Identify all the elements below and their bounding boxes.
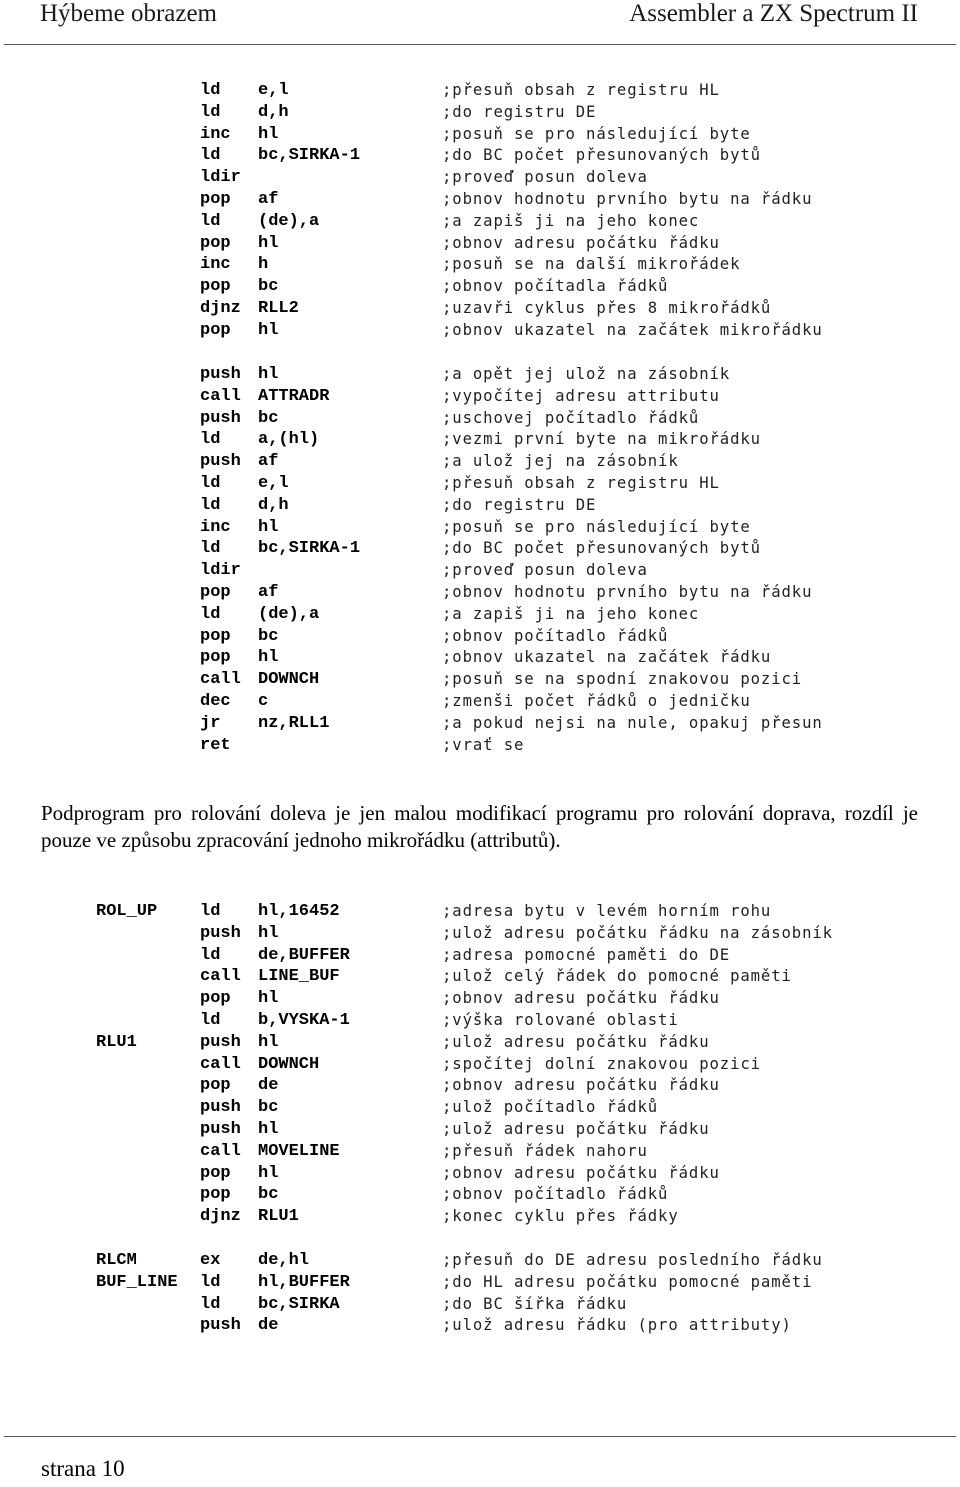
code-operand: (de),a xyxy=(258,211,320,231)
code-mnemonic: call xyxy=(200,967,241,987)
header-title-right: Assembler a ZX Spectrum II xyxy=(629,0,918,27)
code-comment: ;obnov počítadla řádků xyxy=(442,277,669,296)
code-comment: ;vezmi první byte na mikrořádku xyxy=(442,430,761,449)
code-mnemonic: inc xyxy=(200,124,231,144)
code-comment: ;obnov počítadlo řádků xyxy=(442,626,669,645)
code-operand: hl xyxy=(258,648,279,668)
code-mnemonic: pop xyxy=(200,1185,231,1205)
code-mnemonic: call xyxy=(200,1141,241,1161)
page-number: strana 10 xyxy=(41,1456,125,1481)
code-mnemonic: ld xyxy=(200,1272,221,1292)
code-line xyxy=(0,966,960,988)
code-mnemonic: djnz xyxy=(200,1207,241,1227)
code-line xyxy=(0,517,960,539)
code-comment: ;přesuň do DE adresu posledního řádku xyxy=(442,1251,823,1269)
code-line xyxy=(0,538,960,560)
code-mnemonic: ld xyxy=(200,102,221,122)
code-comment: ;proveď posun doleva xyxy=(442,561,648,580)
code-mnemonic: pop xyxy=(200,277,231,297)
code-line xyxy=(0,669,960,691)
code-mnemonic: pop xyxy=(200,1076,231,1096)
code-mnemonic: ldir xyxy=(200,168,241,188)
code-comment: ;posuň se na spodní znakovou pozici xyxy=(442,670,803,689)
code-comment: ;ulož adresu počátku řádku na zásobník xyxy=(442,923,833,942)
code-comment: ;do registru DE xyxy=(442,102,597,121)
code-line xyxy=(0,276,960,298)
code-comment: ;vrať se xyxy=(442,735,525,754)
code-mnemonic: dec xyxy=(200,691,231,711)
code-operand: ATTRADR xyxy=(258,386,330,406)
code-mnemonic: inc xyxy=(200,517,231,537)
code-comment: ;přesuň obsah z registru HL xyxy=(442,473,720,492)
code-line xyxy=(0,80,960,102)
code-operand: af xyxy=(258,189,279,209)
code-operand: b,VYSKA-1 xyxy=(258,1010,350,1030)
code-line xyxy=(0,102,960,124)
code-mnemonic: ld xyxy=(200,902,221,921)
code-label: RLU1 xyxy=(96,1032,137,1052)
code-line xyxy=(0,713,960,735)
code-operand: nz,RLL1 xyxy=(258,713,330,733)
code-mnemonic: ld xyxy=(200,945,221,965)
code-comment: ;posuň se pro následující byte xyxy=(442,124,751,143)
code-line xyxy=(0,626,960,648)
code-line xyxy=(0,560,960,582)
code-mnemonic: pop xyxy=(200,626,231,646)
code-line xyxy=(0,298,960,320)
code-mnemonic: push xyxy=(200,452,241,472)
code-line xyxy=(0,386,960,408)
code-line xyxy=(0,254,960,276)
code-comment: ;ulož celý řádek do pomocné paměti xyxy=(442,967,792,986)
code-mnemonic: ld xyxy=(200,473,221,493)
code-operand: RLU1 xyxy=(258,1207,299,1227)
code-mnemonic: pop xyxy=(200,233,231,253)
code-operand: de xyxy=(258,1316,279,1336)
code-line xyxy=(0,945,960,967)
code-line xyxy=(0,495,960,517)
page-header xyxy=(0,0,960,46)
code-line xyxy=(0,604,960,626)
code-line xyxy=(0,364,960,386)
code-mnemonic: push xyxy=(200,1032,241,1052)
code-comment: ;a opět jej ulož na zásobník xyxy=(442,365,731,383)
code-operand: LINE_BUF xyxy=(258,967,340,987)
code-operand: hl,BUFFER xyxy=(258,1272,350,1292)
code-line xyxy=(0,124,960,146)
header-title-left: Hýbeme obrazem xyxy=(40,0,218,27)
code-operand: bc,SIRKA-1 xyxy=(258,539,361,559)
code-operand: bc xyxy=(258,626,279,646)
code-line xyxy=(0,1032,960,1054)
code-line xyxy=(0,1119,960,1141)
code-comment: ;výška rolované oblasti xyxy=(442,1010,679,1029)
code-comment: ;do registru DE xyxy=(442,495,597,514)
code-operand: c xyxy=(258,691,269,711)
code-comment: ;obnov adresu počátku řádku xyxy=(442,1076,720,1095)
code-comment: ;ulož adresu řádku (pro attributy) xyxy=(442,1316,792,1335)
code-line xyxy=(0,647,960,669)
code-mnemonic: push xyxy=(200,408,241,428)
code-operand: RLL2 xyxy=(258,298,299,318)
code-operand: MOVELINE xyxy=(258,1141,340,1161)
code-mnemonic: jr xyxy=(200,713,221,733)
code-operand: bc xyxy=(258,1185,279,1205)
code-line xyxy=(0,1075,960,1097)
code-line xyxy=(0,408,960,430)
body-paragraph: Podprogram pro rolování doleva je jen malou modifikací programu pro rolování doprava, rozdíl je pouze ve způsobu zpracování jednoho mikrořádku (attributů). xyxy=(41,801,918,852)
code-operand: e,l xyxy=(258,473,289,493)
code-operand: hl xyxy=(258,233,279,253)
code-comment: ;obnov ukazatel na začátek řádku xyxy=(442,648,772,667)
code-mnemonic: pop xyxy=(200,189,231,209)
code-operand: hl xyxy=(258,320,279,340)
code-operand: (de),a xyxy=(258,604,320,624)
code-line xyxy=(0,429,960,451)
code-line xyxy=(0,901,960,923)
code-line xyxy=(0,1294,960,1316)
code-comment: ;obnov ukazatel na začátek mikrořádku xyxy=(442,320,823,339)
code-mnemonic: ldir xyxy=(200,561,241,581)
code-operand: hl xyxy=(258,365,279,384)
code-mnemonic: ld xyxy=(200,495,221,515)
code-operand: hl xyxy=(258,1032,279,1052)
code-comment: ;do BC počet přesunovaných bytů xyxy=(442,146,761,165)
code-comment: ;spočítej dolní znakovou pozici xyxy=(442,1054,761,1073)
code-comment: ;do BC počet přesunovaných bytů xyxy=(442,539,761,558)
footer-rule xyxy=(4,1436,956,1437)
header-rule xyxy=(4,44,956,45)
code-mnemonic: ld xyxy=(200,1010,221,1030)
code-line xyxy=(0,167,960,189)
code-mnemonic: pop xyxy=(200,989,231,1009)
code-comment: ;a ulož jej na zásobník xyxy=(442,452,679,471)
code-mnemonic: pop xyxy=(200,582,231,602)
code-comment: ;adresa bytu v levém horním rohu xyxy=(442,902,772,920)
code-operand: bc,SIRKA-1 xyxy=(258,146,361,166)
code-mnemonic: push xyxy=(200,1316,241,1336)
code-mnemonic: pop xyxy=(200,1163,231,1183)
code-mnemonic: call xyxy=(200,386,241,406)
code-comment: ;do BC šířka řádku xyxy=(442,1294,628,1313)
code-mnemonic: ld xyxy=(200,81,221,100)
code-operand: DOWNCH xyxy=(258,1054,320,1074)
code-comment: ;obnov hodnotu prvního bytu na řádku xyxy=(442,582,813,601)
code-comment: ;proveď posun doleva xyxy=(442,168,648,187)
code-operand: bc,SIRKA xyxy=(258,1294,340,1314)
code-block-3 xyxy=(0,901,960,1228)
code-comment: ;přesuň obsah z registru HL xyxy=(442,81,720,99)
code-operand: a,(hl) xyxy=(258,430,320,450)
code-operand: hl xyxy=(258,1119,279,1139)
code-mnemonic: push xyxy=(200,923,241,943)
code-comment: ;obnov počítadlo řádků xyxy=(442,1185,669,1204)
code-operand: h xyxy=(258,255,269,275)
code-operand: de,hl xyxy=(258,1251,310,1270)
code-line xyxy=(0,233,960,255)
code-operand: af xyxy=(258,582,279,602)
code-comment: ;a zapiš ji na jeho konec xyxy=(442,211,700,230)
code-label: ROL_UP xyxy=(96,902,158,921)
code-line xyxy=(0,1272,960,1294)
code-comment: ;přesuň řádek nahoru xyxy=(442,1141,648,1160)
code-operand: hl xyxy=(258,1163,279,1183)
code-operand: af xyxy=(258,452,279,472)
code-mnemonic: ret xyxy=(200,735,231,755)
code-mnemonic: ld xyxy=(200,211,221,231)
code-line xyxy=(0,923,960,945)
code-operand: hl xyxy=(258,124,279,144)
code-mnemonic: ld xyxy=(200,1294,221,1314)
code-mnemonic: ld xyxy=(200,539,221,559)
code-label: BUF_LINE xyxy=(96,1272,178,1292)
code-operand: hl xyxy=(258,989,279,1009)
code-line xyxy=(0,189,960,211)
code-comment: ;a zapiš ji na jeho konec xyxy=(442,604,700,623)
code-comment: ;a pokud nejsi na nule, opakuj přesun xyxy=(442,713,823,732)
code-operand: bc xyxy=(258,1098,279,1118)
code-line xyxy=(0,1315,960,1337)
code-operand: d,h xyxy=(258,495,289,515)
code-line xyxy=(0,582,960,604)
code-line xyxy=(0,735,960,757)
code-line xyxy=(0,1250,960,1272)
code-label: RLCM xyxy=(96,1251,137,1270)
code-operand: de,BUFFER xyxy=(258,945,350,965)
code-comment: ;adresa pomocné paměti do DE xyxy=(442,945,731,964)
code-comment: ;vypočítej adresu attributu xyxy=(442,386,720,405)
code-comment: ;ulož adresu počátku řádku xyxy=(442,1032,710,1051)
code-comment: ;konec cyklu přes řádky xyxy=(442,1207,679,1226)
code-mnemonic: ld xyxy=(200,146,221,166)
code-operand: hl xyxy=(258,923,279,943)
code-operand: hl,16452 xyxy=(258,902,340,921)
code-line xyxy=(0,1054,960,1076)
code-comment: ;uschovej počítadlo řádků xyxy=(442,408,700,427)
code-mnemonic: inc xyxy=(200,255,231,275)
code-line xyxy=(0,1010,960,1032)
code-line xyxy=(0,320,960,342)
code-comment: ;do HL adresu počátku pomocné paměti xyxy=(442,1272,813,1291)
code-line xyxy=(0,145,960,167)
code-operand: bc xyxy=(258,277,279,297)
code-comment: ;obnov adresu počátku řádku xyxy=(442,1163,720,1182)
code-block-4 xyxy=(0,1250,960,1337)
code-comment: ;ulož počítadlo řádků xyxy=(442,1098,659,1117)
code-comment: ;ulož adresu počátku řádku xyxy=(442,1119,710,1138)
code-line xyxy=(0,1097,960,1119)
code-line xyxy=(0,473,960,495)
code-line xyxy=(0,1141,960,1163)
code-mnemonic: call xyxy=(200,670,241,690)
code-operand: d,h xyxy=(258,102,289,122)
code-mnemonic: djnz xyxy=(200,298,241,318)
code-comment: ;posuň se pro následující byte xyxy=(442,517,751,536)
code-block-1 xyxy=(0,80,960,342)
code-line xyxy=(0,1184,960,1206)
code-mnemonic: ld xyxy=(200,430,221,450)
code-comment: ;obnov adresu počátku řádku xyxy=(442,989,720,1008)
code-comment: ;uzavři cyklus přes 8 mikrořádků xyxy=(442,298,772,317)
code-operand: e,l xyxy=(258,81,289,100)
code-comment: ;zmenši počet řádků o jedničku xyxy=(442,691,751,710)
code-line xyxy=(0,1163,960,1185)
code-mnemonic: pop xyxy=(200,648,231,668)
code-mnemonic: push xyxy=(200,1119,241,1139)
code-operand: hl xyxy=(258,517,279,537)
code-operand: DOWNCH xyxy=(258,670,320,690)
code-line xyxy=(0,451,960,473)
code-comment: ;obnov hodnotu prvního bytu na řádku xyxy=(442,189,813,208)
code-block-2 xyxy=(0,364,960,756)
code-mnemonic: call xyxy=(200,1054,241,1074)
code-line xyxy=(0,1206,960,1228)
code-mnemonic: pop xyxy=(200,320,231,340)
code-operand: de xyxy=(258,1076,279,1096)
code-comment: ;obnov adresu počátku řádku xyxy=(442,233,720,252)
code-mnemonic: ex xyxy=(200,1251,221,1270)
code-mnemonic: push xyxy=(200,1098,241,1118)
code-mnemonic: ld xyxy=(200,604,221,624)
code-line xyxy=(0,691,960,713)
code-line xyxy=(0,211,960,233)
code-mnemonic: push xyxy=(200,365,241,384)
code-comment: ;posuň se na další mikrořádek xyxy=(442,255,741,274)
code-operand: bc xyxy=(258,408,279,428)
code-line xyxy=(0,988,960,1010)
